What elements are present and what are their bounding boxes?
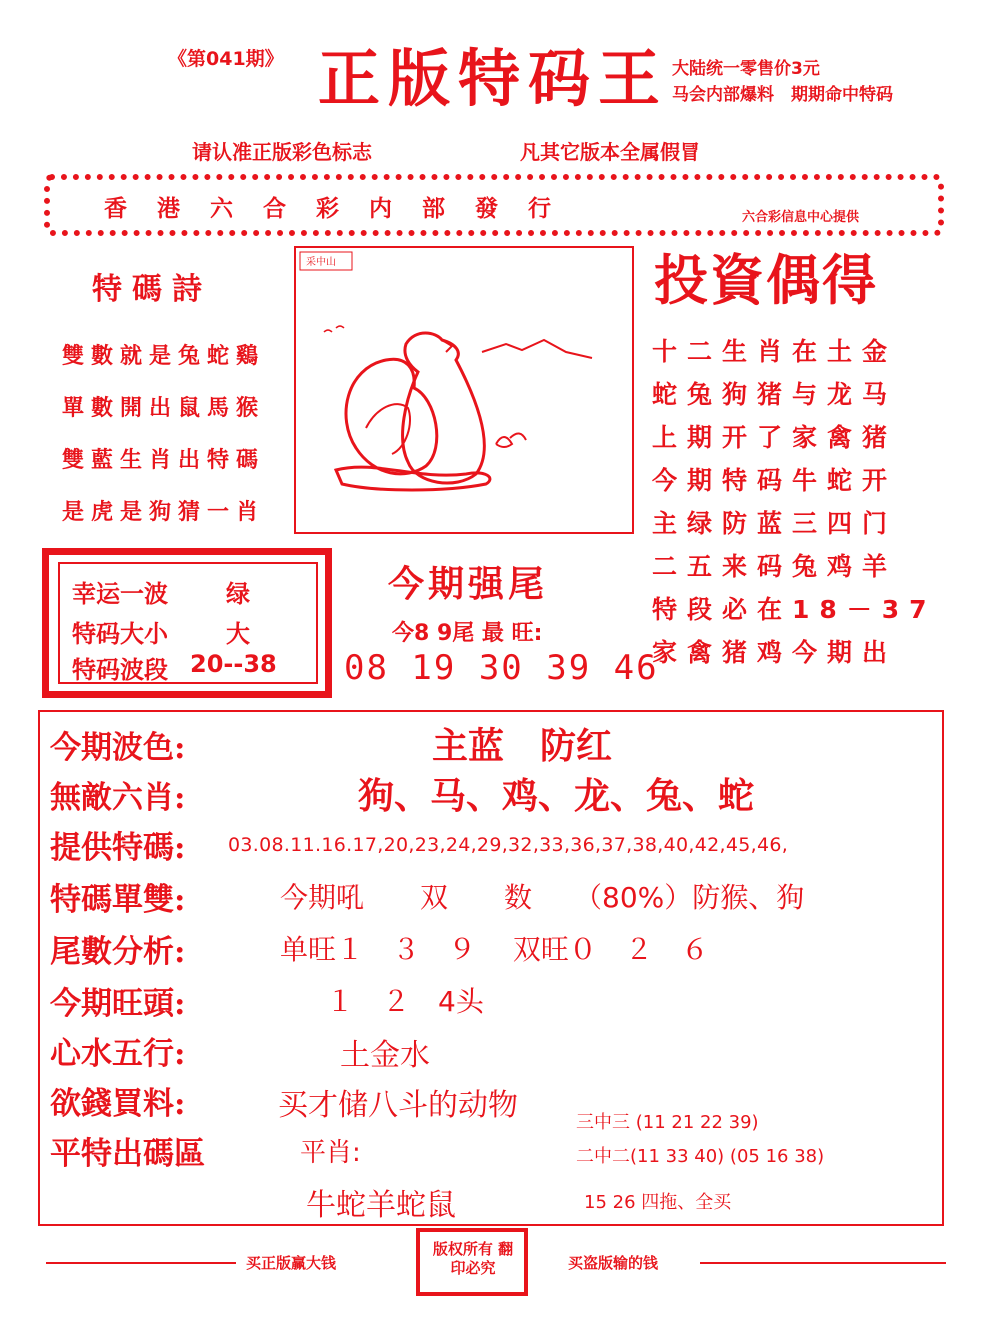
special-size-value: 大 [226,620,250,648]
special-numbers-label: 提供特碼: [50,830,186,866]
footer-divider-right [700,1262,946,1264]
flat-zodiac-animals: 牛蛇羊蛇鼠 [306,1188,456,1223]
page-title: 正版特码王 [318,42,669,115]
invest-line: 蛇兔狗猪与龙马 [652,380,898,409]
five-elements-value: 土金水 [340,1038,430,1073]
flat-zone-label: 平特出碼區 [50,1136,205,1172]
invest-line: 上期开了家禽猪 [652,423,898,452]
lucky-wave-label: 幸运一波 [72,580,168,608]
buy-material-label: 欲錢買料: [50,1086,186,1122]
invest-line: 二五来码兔鸡羊 [652,552,898,581]
strong-tail-numbers: 08 19 30 39 46 [344,648,659,688]
combo-two: 二中二(11 33 40) (05 16 38) [576,1146,825,1167]
special-size-label: 特码大小 [72,620,168,648]
combo-three: 三中三 (11 21 22 39) [576,1112,759,1133]
strong-tail-title: 今期强尾 [388,564,549,605]
buy-material-value: 买才储八斗的动物 [278,1088,518,1123]
authenticity-note: 请认准正版彩色标志 [192,140,372,164]
special-range-label: 特码波段 [72,656,168,684]
invest-line: 今期特码牛蛇开 [652,466,898,495]
poem-lines [62,330,265,538]
issue-number: 《第041期》 [168,48,284,70]
special-numbers-value: 03.08.11.16.17,20,23,24,29,32,33,36,37,38,40,42,45,46, [228,834,789,856]
six-zodiac-label: 無敵六肖: [50,780,186,816]
six-zodiac-value: 狗、马、鸡、龙、兔、蛇 [358,776,755,817]
counterfeit-note: 凡其它版本全属假冒 [520,140,700,164]
odd-even-label: 特碼單雙: [50,882,186,918]
special-range-value: 20--38 [190,650,277,678]
poem-line: 雙數就是兔蛇鷄 [62,343,266,369]
five-elements-label: 心水五行: [50,1036,186,1072]
insider-line: 马会内部爆料 期期命中特码 [672,85,893,105]
hot-head-value: １ ２ 4头 [326,985,484,1018]
odd-even-value: 今期吼 双 数 （80%）防猴、狗 [280,881,805,914]
invest-line: 家禽猪鸡今期出 [652,638,898,667]
illustration-frame [294,246,634,534]
banner-text: 香港六合彩内部發行 [104,195,581,222]
tail-analysis-value: 单旺１ ３ ９ 双旺０ ２ ６ [280,933,709,966]
strong-tail-sub: 今8 9尾 最 旺: [392,621,543,646]
invest-title: 投資偶得 [654,249,878,312]
poem-line: 是虎是狗猜一肖 [62,499,266,525]
tail-analysis-label: 尾數分析: [50,934,186,970]
hot-head-label: 今期旺頭: [50,986,186,1022]
poem-line: 單數開出鼠馬猴 [62,395,266,421]
copyright-text: 版权所有 翻印必究 [432,1240,514,1277]
invest-lines [652,330,937,674]
lucky-wave-value: 绿 [226,580,250,608]
footer-right-text: 买盗版输的钱 [568,1254,659,1272]
picture-stamp: 采中山 [306,257,336,268]
invest-line: 特段必在18－37 [652,595,937,624]
invest-line: 主绿防蓝三四门 [652,509,898,538]
price-info [672,56,893,108]
poem-title: 特碼詩 [92,272,212,307]
wave-color-label: 今期波色: [50,730,186,766]
flat-zodiac-label: 平肖: [300,1138,361,1168]
wave-color-value: 主蓝 防红 [432,726,613,767]
footer-divider-left [46,1262,236,1264]
invest-line: 十二生肖在土金 [652,337,898,366]
geese-illustration [296,248,632,532]
footer-left-text: 买正版赢大钱 [246,1254,337,1272]
banner-sub: 六合彩信息中心提供 [742,210,860,225]
combo-drag: 15 26 四拖、全买 [584,1192,732,1213]
poem-line: 雙藍生肖出特碼 [62,447,266,473]
price-line: 大陆统一零售价3元 [672,59,820,79]
